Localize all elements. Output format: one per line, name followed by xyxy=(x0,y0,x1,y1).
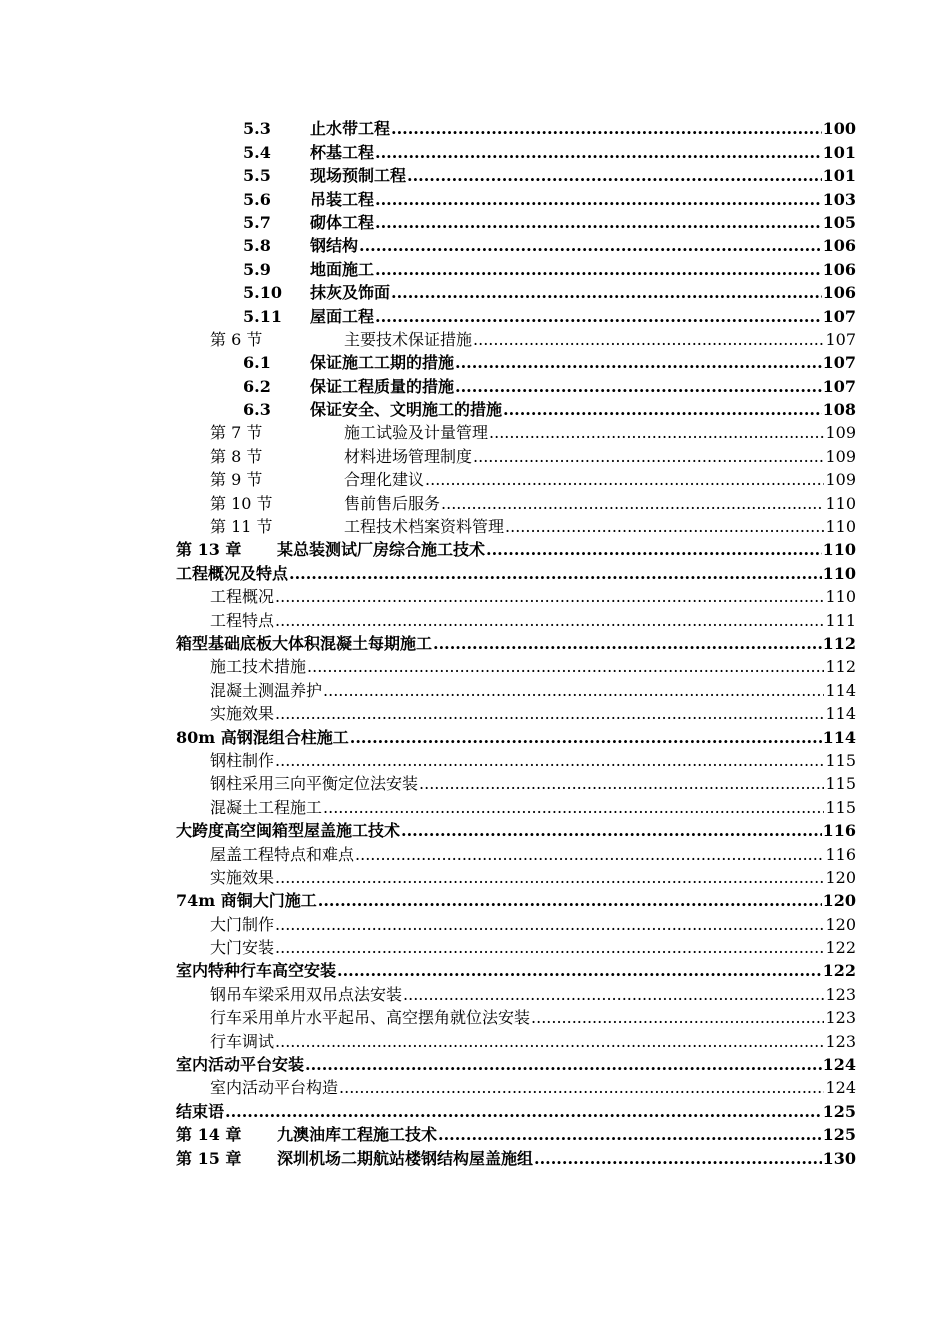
toc-entry-title: 工程概况及特点 xyxy=(176,563,289,583)
toc-entry-title: 行车调试 xyxy=(210,1031,275,1051)
toc-dot-leader xyxy=(473,447,824,467)
toc-entry-number: 第 8 节 xyxy=(210,446,263,466)
toc-entry-page: 107 xyxy=(825,329,856,349)
toc-entry-number: 5.6 xyxy=(243,189,271,209)
toc-entry[interactable] xyxy=(176,560,856,583)
toc-entry[interactable] xyxy=(176,1075,856,1098)
toc-entry-title: 九澳油库工程施工技术 xyxy=(277,1125,438,1145)
toc-entry-title: 合理化建议 xyxy=(344,470,425,490)
toc-dot-leader xyxy=(486,540,822,560)
toc-dot-leader xyxy=(531,1008,824,1028)
toc-entry-page: 109 xyxy=(825,446,856,466)
toc-entry-number: 第 11 节 xyxy=(210,517,273,537)
toc-dot-leader xyxy=(441,494,824,514)
toc-entry[interactable] xyxy=(176,654,856,677)
toc-entry-page: 106 xyxy=(822,236,856,256)
toc-entry-page: 106 xyxy=(822,283,856,303)
toc-dot-leader xyxy=(433,634,822,654)
toc-entry-title: 杯基工程 xyxy=(310,142,375,162)
toc-dot-leader xyxy=(425,470,824,490)
toc-dot-leader xyxy=(401,821,822,841)
toc-entry-title: 施工技术措施 xyxy=(210,657,307,677)
toc-dot-leader xyxy=(375,307,822,327)
toc-entry[interactable] xyxy=(176,724,856,747)
toc-entry[interactable] xyxy=(176,841,856,864)
toc-entry[interactable] xyxy=(176,210,856,233)
toc-dot-leader xyxy=(455,377,822,397)
toc-entry-title: 钢柱制作 xyxy=(210,750,275,770)
toc-entry-number: 5.8 xyxy=(243,236,271,256)
toc-dot-leader xyxy=(505,517,824,537)
toc-dot-leader xyxy=(305,1055,822,1075)
toc-entry[interactable] xyxy=(176,116,856,139)
toc-entry-page: 109 xyxy=(825,470,856,490)
toc-entry-title: 现场预制工程 xyxy=(310,166,407,186)
toc-entry[interactable] xyxy=(176,1098,856,1121)
toc-dot-leader xyxy=(489,423,824,443)
toc-entry-page: 101 xyxy=(822,166,856,186)
toc-entry-number: 第 15 章 xyxy=(176,1148,242,1168)
toc-entry-number: 6.2 xyxy=(243,376,271,396)
toc-entry[interactable] xyxy=(176,584,856,607)
toc-entry[interactable] xyxy=(176,139,856,162)
toc-dot-leader xyxy=(323,681,824,701)
toc-entry-page: 116 xyxy=(825,844,856,864)
toc-entry-page: 110 xyxy=(822,540,856,560)
toc-entry[interactable] xyxy=(176,981,856,1004)
toc-entry-page: 123 xyxy=(825,1031,856,1051)
toc-dot-leader xyxy=(375,260,822,280)
toc-entry-page: 114 xyxy=(825,680,856,700)
toc-entry[interactable] xyxy=(176,1028,856,1051)
toc-entry[interactable] xyxy=(176,701,856,724)
toc-dot-leader xyxy=(473,330,824,350)
toc-entry-number: 第 13 章 xyxy=(176,540,242,560)
toc-entry-number: 5.11 xyxy=(243,306,282,326)
toc-entry-title: 行车采用单片水平起吊、高空摆角就位法安装 xyxy=(210,1008,531,1028)
toc-entry-page: 112 xyxy=(822,633,856,653)
toc-entry-page: 112 xyxy=(825,657,856,677)
toc-entry[interactable] xyxy=(176,958,856,981)
toc-entry-title: 材料进场管理制度 xyxy=(344,446,473,466)
toc-entry[interactable] xyxy=(176,186,856,209)
toc-dot-leader xyxy=(318,891,822,911)
toc-entry-title: 钢吊车梁采用双吊点法安装 xyxy=(210,984,403,1004)
toc-entry-page: 124 xyxy=(822,1055,856,1075)
toc-entry-title: 保证安全、文明施工的措施 xyxy=(310,400,503,420)
toc-entry-page: 115 xyxy=(825,774,856,794)
toc-entry[interactable] xyxy=(176,818,856,841)
toc-entry[interactable] xyxy=(176,397,856,420)
toc-dot-leader xyxy=(275,938,824,958)
toc-entry[interactable] xyxy=(176,443,856,466)
toc-entry-page: 114 xyxy=(825,704,856,724)
toc-entry-title: 工程特点 xyxy=(210,610,275,630)
toc-dot-leader xyxy=(355,845,824,865)
toc-entry[interactable] xyxy=(176,256,856,279)
toc-entry-title: 主要技术保证措施 xyxy=(344,329,473,349)
toc-entry[interactable] xyxy=(176,467,856,490)
toc-entry-title: 钢柱采用三向平衡定位法安装 xyxy=(210,774,419,794)
toc-entry-title: 工程技术档案资料管理 xyxy=(344,517,505,537)
toc-entry-title: 室内特种行车高空安装 xyxy=(176,961,337,981)
toc-dot-leader xyxy=(503,400,822,420)
toc-dot-leader xyxy=(307,657,824,677)
toc-entry-page: 105 xyxy=(822,212,856,232)
toc-dot-leader xyxy=(275,751,824,771)
toc-entry-title: 混凝土工程施工 xyxy=(210,797,323,817)
toc-entry-title: 工程概况 xyxy=(210,587,275,607)
toc-entry-page: 107 xyxy=(822,376,856,396)
toc-dot-leader xyxy=(225,1102,822,1122)
toc-entry[interactable] xyxy=(176,888,856,911)
toc-dot-leader xyxy=(375,190,822,210)
toc-entry-page: 110 xyxy=(825,493,856,513)
toc-entry[interactable] xyxy=(176,420,856,443)
toc-entry[interactable] xyxy=(176,1005,856,1028)
toc-entry[interactable] xyxy=(176,911,856,934)
toc-entry-title: 施工试验及计量管理 xyxy=(344,423,489,443)
toc-entry-page: 122 xyxy=(822,961,856,981)
toc-entry[interactable] xyxy=(176,350,856,373)
toc-dot-leader xyxy=(438,1125,822,1145)
toc-entry-page: 120 xyxy=(825,914,856,934)
toc-entry-title: 保证工程质量的措施 xyxy=(310,376,455,396)
toc-dot-leader xyxy=(419,774,824,794)
toc-entry-page: 115 xyxy=(825,797,856,817)
toc-dot-leader xyxy=(337,961,822,981)
toc-dot-leader xyxy=(391,119,822,139)
toc-dot-leader xyxy=(289,564,822,584)
toc-entry-title: 止水带工程 xyxy=(310,119,391,139)
toc-dot-leader xyxy=(275,868,824,888)
toc-entry-title: 80m 高钢混组合柱施工 xyxy=(176,727,349,747)
toc-entry-page: 110 xyxy=(822,563,856,583)
toc-entry-page: 120 xyxy=(822,891,856,911)
toc-entry-title: 实施效果 xyxy=(210,867,275,887)
toc-dot-leader xyxy=(375,143,822,163)
toc-entry-title: 屋面工程 xyxy=(310,306,375,326)
toc-entry-number: 5.5 xyxy=(243,166,271,186)
toc-entry[interactable] xyxy=(176,677,856,700)
toc-dot-leader xyxy=(359,236,822,256)
toc-entry-page: 122 xyxy=(825,938,856,958)
toc-entry[interactable] xyxy=(176,771,856,794)
toc-entry-title: 混凝土测温养护 xyxy=(210,680,323,700)
toc-entry-title: 大门制作 xyxy=(210,914,275,934)
toc-entry-page: 108 xyxy=(822,400,856,420)
toc-entry-number: 6.3 xyxy=(243,400,271,420)
toc-entry[interactable] xyxy=(176,490,856,513)
toc-entry-title: 室内活动平台安装 xyxy=(176,1055,305,1075)
toc-entry[interactable] xyxy=(176,1122,856,1145)
toc-entry-title: 某总装测试厂房综合施工技术 xyxy=(277,540,486,560)
toc-entry-page: 120 xyxy=(825,867,856,887)
toc-entry[interactable] xyxy=(176,794,856,817)
toc-entry-page: 109 xyxy=(825,423,856,443)
toc-entry-page: 125 xyxy=(822,1125,856,1145)
toc-dot-leader xyxy=(375,213,822,233)
toc-entry-number: 6.1 xyxy=(243,353,271,373)
toc-entry[interactable] xyxy=(176,514,856,537)
toc-entry[interactable] xyxy=(176,1145,856,1168)
toc-entry-number: 第 7 节 xyxy=(210,423,263,443)
toc-entry-page: 107 xyxy=(822,306,856,326)
toc-entry-page: 106 xyxy=(822,259,856,279)
toc-dot-leader xyxy=(350,728,822,748)
toc-entry-page: 124 xyxy=(825,1078,856,1098)
toc-entry[interactable] xyxy=(176,163,856,186)
toc-entry[interactable] xyxy=(176,280,856,303)
toc-entry[interactable] xyxy=(176,537,856,560)
toc-entry-number: 第 10 节 xyxy=(210,493,273,513)
toc-entry-page: 111 xyxy=(825,610,856,630)
toc-entry-title: 售前售后服务 xyxy=(344,493,441,513)
toc-dot-leader xyxy=(403,985,824,1005)
toc-entry-title: 箱型基础底板大体积混凝土每期施工 xyxy=(176,633,433,653)
toc-dot-leader xyxy=(455,353,822,373)
table-of-contents xyxy=(176,116,856,1169)
toc-entry-page: 125 xyxy=(822,1101,856,1121)
toc-entry-page: 107 xyxy=(822,353,856,373)
toc-entry[interactable] xyxy=(176,865,856,888)
toc-entry[interactable] xyxy=(176,748,856,771)
toc-dot-leader xyxy=(275,587,824,607)
toc-entry-title: 钢结构 xyxy=(310,236,359,256)
toc-dot-leader xyxy=(275,611,824,631)
toc-entry-number: 5.7 xyxy=(243,212,271,232)
toc-entry-number: 第 6 节 xyxy=(210,329,263,349)
toc-entry-number: 第 14 章 xyxy=(176,1125,242,1145)
toc-entry-title: 74m 商铜大门施工 xyxy=(176,891,317,911)
toc-entry-title: 地面施工 xyxy=(310,259,375,279)
toc-entry-page: 110 xyxy=(825,517,856,537)
toc-entry-number: 5.10 xyxy=(243,283,282,303)
toc-entry[interactable] xyxy=(176,233,856,256)
toc-entry[interactable] xyxy=(176,303,856,326)
toc-entry-title: 实施效果 xyxy=(210,704,275,724)
toc-entry[interactable] xyxy=(176,631,856,654)
toc-dot-leader xyxy=(534,1149,822,1169)
toc-entry-page: 123 xyxy=(825,984,856,1004)
toc-dot-leader xyxy=(275,1032,824,1052)
toc-entry[interactable] xyxy=(176,373,856,396)
toc-entry-number: 5.9 xyxy=(243,259,271,279)
toc-entry-number: 第 9 节 xyxy=(210,470,263,490)
toc-entry-title: 大门安装 xyxy=(210,938,275,958)
toc-entry-page: 114 xyxy=(822,727,856,747)
toc-entry[interactable] xyxy=(176,1052,856,1075)
toc-dot-leader xyxy=(391,283,822,303)
toc-dot-leader xyxy=(275,704,824,724)
toc-entry-title: 屋盖工程特点和难点 xyxy=(210,844,355,864)
toc-entry-page: 123 xyxy=(825,1008,856,1028)
toc-entry-title: 室内活动平台构造 xyxy=(210,1078,339,1098)
toc-entry-page: 116 xyxy=(822,821,856,841)
toc-entry-title: 深圳机场二期航站楼钢结构屋盖施组 xyxy=(277,1148,534,1168)
toc-entry-title: 砌体工程 xyxy=(310,212,375,232)
toc-entry[interactable] xyxy=(176,935,856,958)
toc-entry-title: 大跨度高空闽箱型屋盖施工技术 xyxy=(176,821,401,841)
toc-dot-leader xyxy=(339,1078,824,1098)
toc-entry-title: 吊装工程 xyxy=(310,189,375,209)
toc-entry-page: 130 xyxy=(822,1148,856,1168)
toc-entry[interactable] xyxy=(176,607,856,630)
toc-dot-leader xyxy=(407,166,822,186)
toc-entry-title: 抹灰及饰面 xyxy=(310,283,391,303)
toc-entry-title: 保证施工工期的措施 xyxy=(310,353,455,373)
toc-entry-page: 101 xyxy=(822,142,856,162)
toc-entry-page: 115 xyxy=(825,750,856,770)
toc-entry-page: 100 xyxy=(822,119,856,139)
toc-dot-leader xyxy=(323,798,824,818)
toc-dot-leader xyxy=(275,915,824,935)
toc-entry[interactable] xyxy=(176,327,856,350)
toc-entry-title: 结束语 xyxy=(176,1101,225,1121)
toc-entry-number: 5.4 xyxy=(243,142,271,162)
toc-entry-page: 110 xyxy=(825,587,856,607)
toc-entry-number: 5.3 xyxy=(243,119,271,139)
toc-entry-page: 103 xyxy=(822,189,856,209)
